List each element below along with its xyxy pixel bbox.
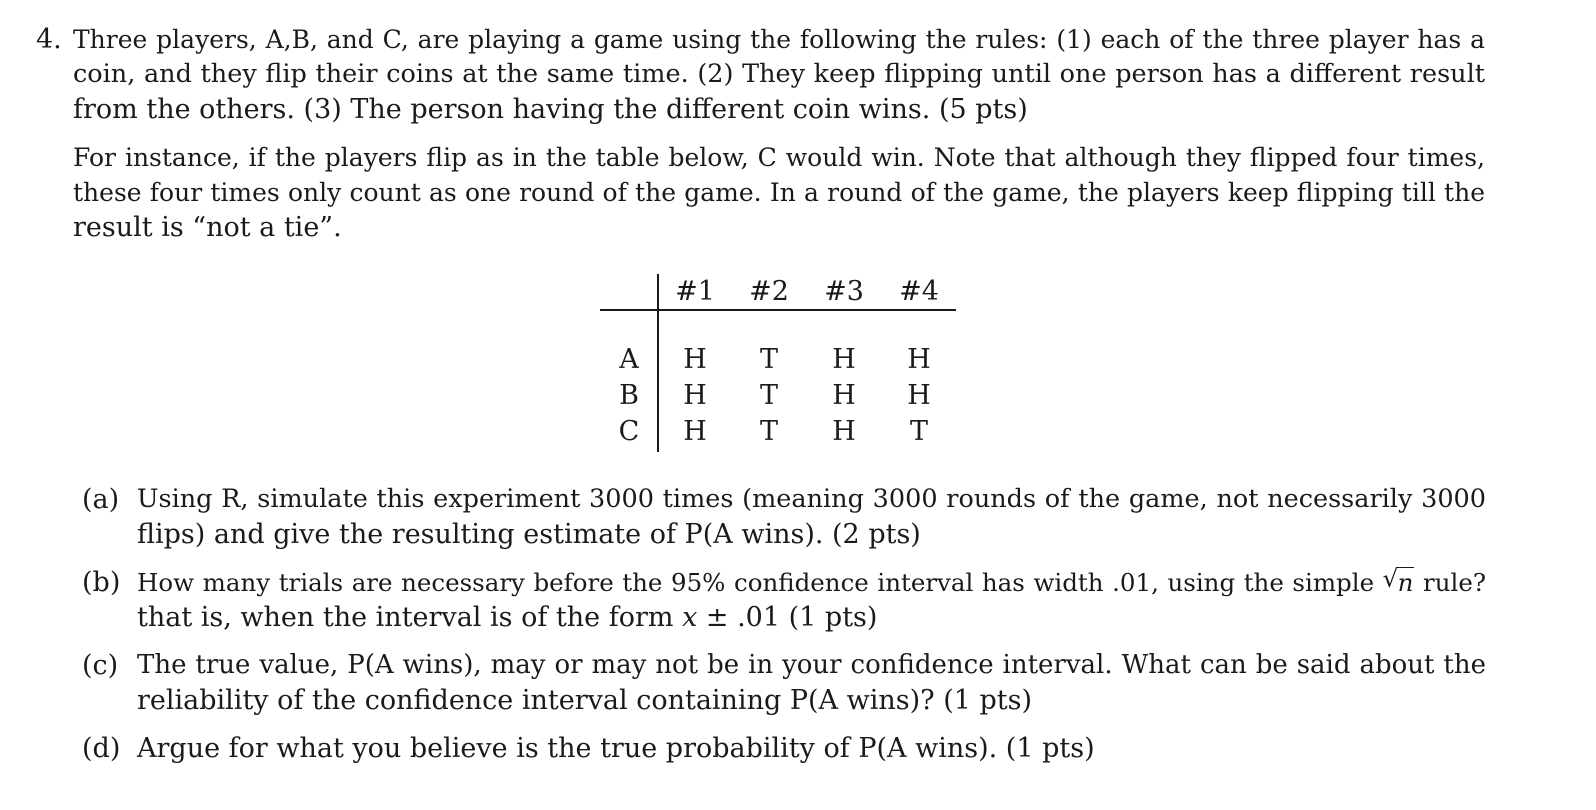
part-line [137,565,1486,600]
example-line: these four times only count as one round of the game. In a round of the game, the players keep flipping till the [73,178,1485,207]
table-cell: H [832,344,856,375]
column-header: #1 [675,276,715,307]
table-cell: H [907,380,931,411]
example-line: For instance, if the players flip as in the table below, C would win. Note that although they flipped four times, [73,143,1485,172]
table-cell: H [683,344,707,375]
part-body [137,565,1486,635]
column-header: #4 [899,276,939,307]
problem-intro [73,22,1485,127]
table-cell: T [759,416,778,447]
table-horizontal-rule [600,309,956,311]
row-label: C [618,416,640,447]
problem-number: 4. [36,24,62,55]
part-line [137,600,1486,635]
part-tag: (b) [82,567,121,598]
row-label: B [619,380,639,411]
column-header: #3 [824,276,864,307]
sqrt-symbol: √ [1382,564,1399,593]
math-variable: x [682,602,698,633]
part-text: How many trials are necessary before the 95% confidence interval has width .01, using the simple [137,568,1375,597]
table-cell: T [909,416,928,447]
column-header: #2 [749,276,789,307]
part-body [137,648,1486,718]
table-cell: H [832,380,856,411]
problem-example [73,140,1485,245]
table-cell: H [907,344,931,375]
part-text: rule? [1423,568,1487,597]
intro-line: coin, and they flip their coins at the same time. (2) They keep flipping until one person has a different result [73,59,1485,89]
sqrt-expression [1383,565,1415,600]
flip-table [600,272,960,454]
row-label: A [619,344,639,375]
intro-line: from the others. (3) The person having the different coin wins. (5 pts) [73,94,1028,125]
part-line: reliability of the confidence interval containing P(A wins)? (1 pts) [137,685,1033,716]
part-line: Using R, simulate this experiment 3000 times (meaning 3000 rounds of the game, not necessarily 3000 [137,484,1486,514]
part-line: The true value, P(A wins), may or may not be in your confidence interval. What can be said about the [137,650,1486,680]
part-tag: (a) [82,484,120,515]
part-body [137,731,1486,766]
table-cell: H [683,416,707,447]
example-line: result is “not a tie”. [73,212,342,243]
intro-line: Three players, A,B, and C, are playing a game using the following the rules: (1) each of the three player has a [73,25,1485,54]
table-cell: T [759,344,778,375]
table-cell: T [759,380,778,411]
part-tag: (d) [82,733,121,764]
table-vertical-rule [657,274,659,452]
sqrt-radicand: n [1397,568,1414,597]
table-cell: H [683,380,707,411]
part-line: Argue for what you believe is the true probability of P(A wins). (1 pts) [137,733,1095,764]
part-text: ± .01 (1 pts) [705,602,878,633]
part-line: flips) and give the resulting estimate of P(A wins). (2 pts) [137,519,921,550]
table-cell: H [832,416,856,447]
part-tag: (c) [82,650,119,681]
part-body [137,482,1486,552]
part-text: that is, when the interval is of the form [137,602,674,633]
